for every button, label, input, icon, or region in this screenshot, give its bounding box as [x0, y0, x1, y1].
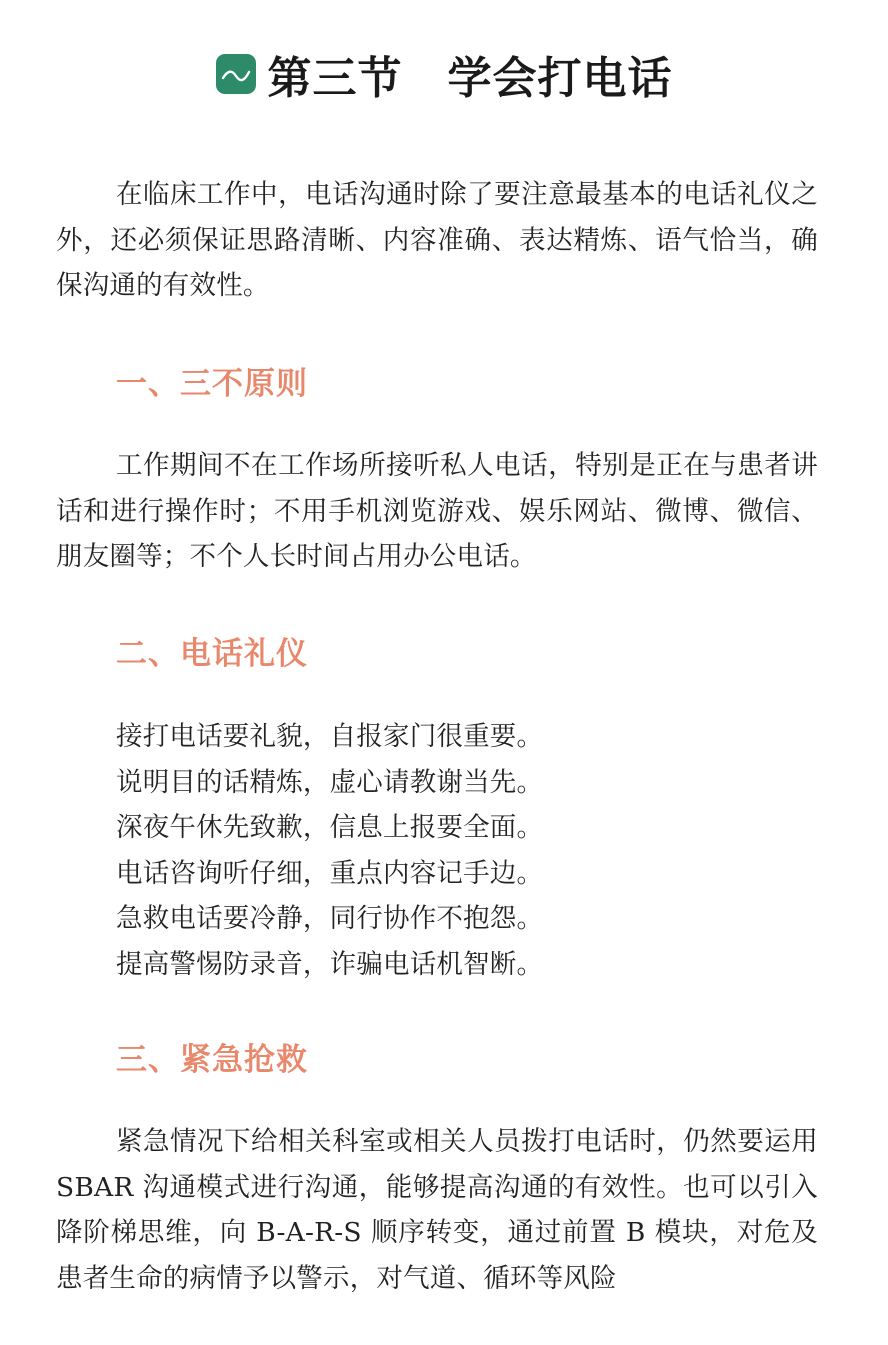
intro-paragraph: 在临床工作中，电话沟通时除了要注意最基本的电话礼仪之外，还必须保证思路清晰、内容准确、表达精炼、语气恰当，确保沟通的有效性。 [56, 179, 818, 301]
verse-line: 急救电话要冷静，同行协作不抱怨。 [116, 903, 544, 934]
verse-line: 说明目的话精炼，虚心请教谢当先。 [116, 766, 544, 798]
verse-line: 电话咨询听仔细，重点内容记手边。 [116, 857, 544, 889]
emergency-rescue-paragraph: 紧急情况下给相关科室或相关人员拨打电话时，仍然要运用 SBAR 沟通模式进行沟通，能够提高沟通的有效性。也可以引入降阶梯思维，向 B-A-R-S 顺序转变，通过前置 B 模块，对危及患者生命的病情予以警示，对气道、循环等风险 [56, 1126, 818, 1294]
heading-three-no-principles: 一、三不原则 [116, 366, 308, 402]
verse-line: 提高警惕防录音，诈骗电话机智断。 [116, 948, 544, 980]
verse-line: 深夜午休先致歉，信息上报要全面。 [116, 812, 544, 843]
section-title: 第三节 学会打电话 [267, 53, 673, 104]
section-title-row [0, 42, 888, 106]
heading-phone-etiquette: 二、电话礼仪 [116, 636, 308, 672]
three-no-principles-paragraph: 工作期间不在工作场所接听私人电话，特别是正在与患者讲话和进行操作时；不用手机浏览游戏、娱乐网站、微博、微信、朋友圈等；不个人长时间占用办公电话。 [56, 450, 818, 572]
heading-emergency-rescue: 三、紧急抢救 [116, 1042, 308, 1078]
etiquette-verse-list [116, 714, 543, 987]
verse-line: 接打电话要礼貌，自报家门很重要。 [116, 721, 544, 752]
chart-wave-icon [216, 54, 256, 94]
